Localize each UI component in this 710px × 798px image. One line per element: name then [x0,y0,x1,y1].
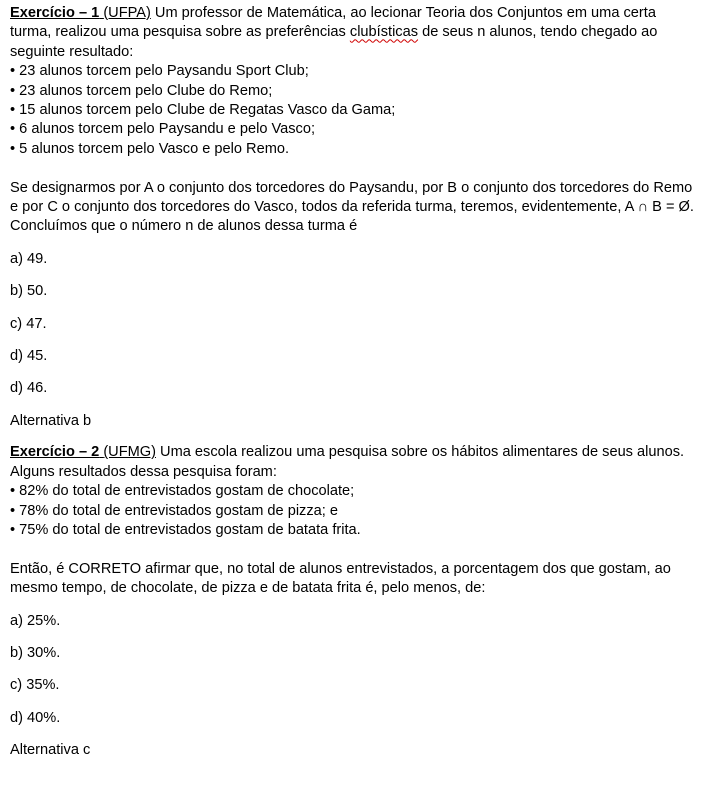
exercise-2-option-b: b) 30%. [10,644,61,661]
list-item: • 23 alunos torcem pelo Paysandu Sport Club; [10,62,700,81]
exercise-2 [10,443,700,760]
spellcheck-flagged-word[interactable]: clubísticas [349,24,419,41]
exercise-1-bullet-list [10,62,700,159]
exercise-2-bullet-list [10,482,700,540]
exercise-1-option-d: d) 45. [10,348,48,365]
exercise-1-source: (UFPA) [103,5,151,21]
list-item: • 5 alunos torcem pelo Vasco e pelo Remo. [10,140,700,159]
exercise-2-intro-text: Uma escola realizou uma pesquisa sobre os hábitos alimentares de seus alunos. Alguns resultados dessa pesquisa foram: [10,444,685,480]
exercise-1-answer: Alternativa b [10,412,92,429]
list-item: • 82% do total de entrevistados gostam de chocolate; [10,482,700,501]
exercise-1-option-a: a) 49. [10,250,48,267]
exercise-1-title: Exercício – 1 [10,5,100,21]
exercise-2-title: Exercício – 2 [10,444,100,461]
exercise-2-option-a: a) 25%. [10,612,61,629]
exercise-2-option-d: d) 40%. [10,709,61,726]
list-item: • 78% do total de entrevistados gostam de pizza; e [10,502,700,521]
exercise-1-option-e: d) 46. [10,380,48,397]
list-item: • 75% do total de entrevistados gostam de batata frita. [10,521,700,540]
list-item: • 6 alunos torcem pelo Paysandu e pelo Vasco; [10,120,700,139]
exercise-1-option-b: b) 50. [10,283,48,300]
exercise-2-source: (UFMG) [103,444,156,461]
exercise-1-intro [10,4,700,62]
exercise-2-answer: Alternativa c [10,742,91,759]
exercise-2-question: Então, é CORRETO afirmar que, no total de alunos entrevistados, a porcentagem dos que gostam, ao mesmo tempo, de chocolate, de pizza e de batata frita é, pelo menos, de: [10,560,671,597]
exercise-1-intro-text-a: Um professor de Matemática, ao lecionar Teoria dos Conjuntos em uma certa turma, realizou uma pesquisa sobre as preferências [10,5,656,41]
exercise-1 [10,4,700,431]
exercise-2-intro [10,443,700,482]
exercise-2-option-c: c) 35%. [10,677,60,694]
list-item: • 23 alunos torcem pelo Clube do Remo; [10,82,700,101]
list-item: • 15 alunos torcem pelo Clube de Regatas Vasco da Gama; [10,101,700,120]
exercise-1-intro-text-b: de seus n alunos, tendo chegado ao seguinte resultado: [10,24,658,60]
exercise-1-option-c: c) 47. [10,315,47,332]
exercise-1-question: Se designarmos por A o conjunto dos torcedores do Paysandu, por B o conjunto dos torcedores do Remo e por C o conjunto dos torcedores do Vasco, todos da referida turma, teremos, evidentemente, A ∩ B = Ø. Concluímos que o número n de alunos dessa turma é [10,179,694,235]
